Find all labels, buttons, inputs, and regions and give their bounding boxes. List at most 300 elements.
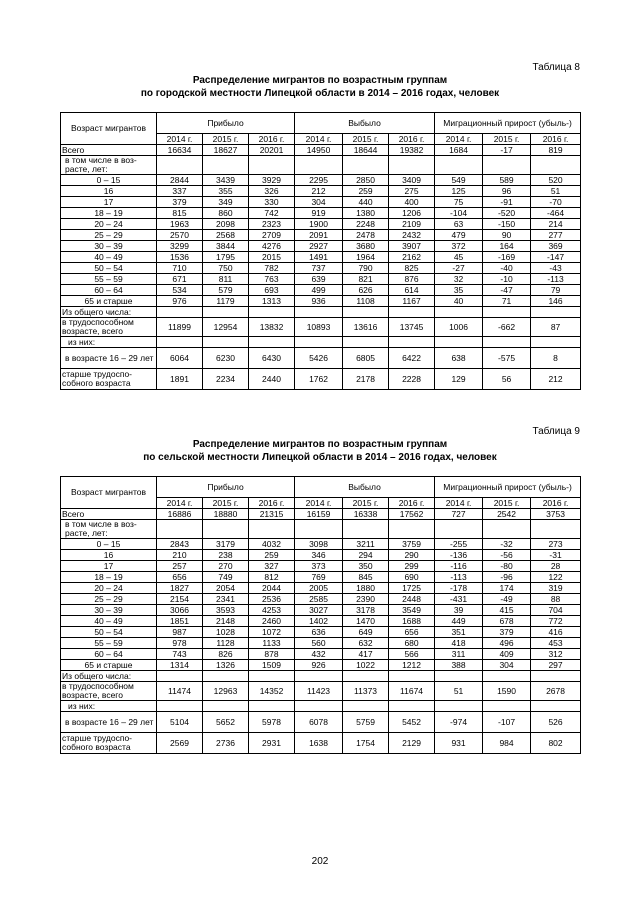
table-cell: 680 — [389, 638, 435, 649]
table-row — [61, 616, 581, 627]
table-row — [61, 733, 581, 754]
table-cell: 2162 — [389, 252, 435, 263]
table-cell: 3179 — [203, 539, 249, 550]
table-cell: 164 — [483, 241, 531, 252]
table-8-title-line2: по городской местности Липецкой области в 2014 – 2016 годах, человек — [140, 88, 500, 99]
table-cell: 704 — [531, 605, 581, 616]
year-header: 2014 г. — [157, 498, 203, 509]
year-header: 2016 г. — [249, 134, 295, 145]
table-cell: -91 — [483, 197, 531, 208]
table-cell: 802 — [531, 733, 581, 754]
table-cell: 1725 — [389, 583, 435, 594]
table-9-title-line2: по сельской местности Липецкой области в 2014 – 2016 годах, человек — [143, 452, 497, 463]
table-cell: 2148 — [203, 616, 249, 627]
table-row — [61, 561, 581, 572]
table-cell: 297 — [531, 660, 581, 671]
year-header: 2015 г. — [483, 498, 531, 509]
table-cell: 2248 — [343, 219, 389, 230]
table-cell — [435, 337, 483, 348]
table-cell: 649 — [343, 627, 389, 638]
table-cell: 749 — [203, 572, 249, 583]
table-cell: -255 — [435, 539, 483, 550]
table-cell: 273 — [531, 539, 581, 550]
row-label: 50 – 54 — [61, 627, 157, 638]
table-cell: 878 — [249, 649, 295, 660]
table-cell: 1900 — [295, 219, 343, 230]
year-header: 2015 г. — [203, 498, 249, 509]
row-label: 40 – 49 — [61, 252, 157, 263]
table-cell — [157, 701, 203, 712]
table-cell — [343, 337, 389, 348]
table-cell: 1688 — [389, 616, 435, 627]
table-cell — [249, 671, 295, 682]
table-row — [61, 594, 581, 605]
table-row — [61, 156, 581, 175]
table-cell: 327 — [249, 561, 295, 572]
table-cell: 19382 — [389, 145, 435, 156]
table-cell: 51 — [531, 186, 581, 197]
table-cell: 479 — [435, 230, 483, 241]
table-cell — [389, 701, 435, 712]
table-cell: 210 — [157, 550, 203, 561]
table-cell — [249, 337, 295, 348]
row-label: в том числе в воз-расте, лет: — [61, 156, 157, 175]
table-cell: 549 — [435, 175, 483, 186]
table-cell: 63 — [435, 219, 483, 230]
row-label: 18 – 19 — [61, 572, 157, 583]
table-cell — [389, 156, 435, 175]
table-row — [61, 307, 581, 318]
table-cell — [203, 701, 249, 712]
table-cell: 299 — [389, 561, 435, 572]
table-cell — [435, 701, 483, 712]
row-label: в том числе в воз-расте, лет: — [61, 520, 157, 539]
table-cell: 12954 — [203, 318, 249, 337]
table-cell: 790 — [343, 263, 389, 274]
table-cell: 614 — [389, 285, 435, 296]
table-cell: 2015 — [249, 252, 295, 263]
row-label: Всего — [61, 509, 157, 520]
table-cell: 11423 — [295, 682, 343, 701]
table-cell: 369 — [531, 241, 581, 252]
table-cell: 931 — [435, 733, 483, 754]
table-cell: 400 — [389, 197, 435, 208]
table-8-title-line1: Распределение мигрантов по возрастным группам — [192, 75, 448, 86]
year-header: 2014 г. — [435, 134, 483, 145]
table-cell: 1108 — [343, 296, 389, 307]
table-cell: 35 — [435, 285, 483, 296]
table-cell: 496 — [483, 638, 531, 649]
table-row — [61, 660, 581, 671]
table-cell: 978 — [157, 638, 203, 649]
table-cell: 5426 — [295, 348, 343, 369]
table-cell: 20201 — [249, 145, 295, 156]
table-cell: 6230 — [203, 348, 249, 369]
table-cell: 11373 — [343, 682, 389, 701]
table-cell: 355 — [203, 186, 249, 197]
table-cell: -150 — [483, 219, 531, 230]
table-row — [61, 712, 581, 733]
table-cell: -116 — [435, 561, 483, 572]
row-label: 55 – 59 — [61, 274, 157, 285]
table-cell: 1313 — [249, 296, 295, 307]
table-cell: -47 — [483, 285, 531, 296]
row-label: 16 — [61, 186, 157, 197]
table-row — [61, 263, 581, 274]
table-cell — [389, 520, 435, 539]
row-label: 40 – 49 — [61, 616, 157, 627]
table-cell: 2228 — [389, 369, 435, 390]
table-cell: 2129 — [389, 733, 435, 754]
table-cell: -27 — [435, 263, 483, 274]
row-label: 0 – 15 — [61, 539, 157, 550]
table-cell: 919 — [295, 208, 343, 219]
table-cell: 2005 — [295, 583, 343, 594]
table-cell: 294 — [343, 550, 389, 561]
table-cell: 6422 — [389, 348, 435, 369]
table-cell: 1880 — [343, 583, 389, 594]
table-cell — [483, 307, 531, 318]
row-label: из них: — [61, 701, 157, 712]
table-cell: 6805 — [343, 348, 389, 369]
table-cell — [157, 671, 203, 682]
year-header: 2016 г. — [389, 498, 435, 509]
table-cell: 3098 — [295, 539, 343, 550]
table-cell: 589 — [483, 175, 531, 186]
table-cell: 3299 — [157, 241, 203, 252]
table-cell: 87 — [531, 318, 581, 337]
table-row — [61, 296, 581, 307]
table-cell: 1754 — [343, 733, 389, 754]
table-cell: 812 — [249, 572, 295, 583]
table-cell: 125 — [435, 186, 483, 197]
row-label: 60 – 64 — [61, 649, 157, 660]
table-cell — [157, 520, 203, 539]
row-label: из них: — [61, 337, 157, 348]
row-label: 25 – 29 — [61, 594, 157, 605]
table-cell: 3929 — [249, 175, 295, 186]
header-migration: Миграционный прирост (убыль-) — [435, 113, 581, 134]
table-cell: -49 — [483, 594, 531, 605]
table-cell: 1022 — [343, 660, 389, 671]
table-cell: 18627 — [203, 145, 249, 156]
table-cell: 2440 — [249, 369, 295, 390]
table-cell: 2709 — [249, 230, 295, 241]
table-cell: 330 — [249, 197, 295, 208]
table-cell: 526 — [531, 712, 581, 733]
table-cell: -43 — [531, 263, 581, 274]
table-cell — [203, 520, 249, 539]
table-cell — [343, 307, 389, 318]
header-departed: Выбыло — [295, 477, 435, 498]
table-cell: 372 — [435, 241, 483, 252]
row-label: 30 – 39 — [61, 605, 157, 616]
table-cell: 2109 — [389, 219, 435, 230]
table-cell: 2054 — [203, 583, 249, 594]
table-cell: -520 — [483, 208, 531, 219]
year-header: 2015 г. — [483, 134, 531, 145]
table-cell: 2927 — [295, 241, 343, 252]
table-cell: 1963 — [157, 219, 203, 230]
table-cell: 40 — [435, 296, 483, 307]
table-cell — [203, 671, 249, 682]
table-cell: -575 — [483, 348, 531, 369]
row-label: 30 – 39 — [61, 241, 157, 252]
table-row — [61, 583, 581, 594]
table-cell: 2044 — [249, 583, 295, 594]
year-header: 2015 г. — [343, 498, 389, 509]
table-cell: 453 — [531, 638, 581, 649]
year-header: 2016 г. — [531, 498, 581, 509]
table-cell: 45 — [435, 252, 483, 263]
table-cell — [157, 337, 203, 348]
table-row — [61, 627, 581, 638]
table-cell: 2678 — [531, 682, 581, 701]
table-cell: -169 — [483, 252, 531, 263]
table-cell: 710 — [157, 263, 203, 274]
table-9-label: Таблица 9 — [532, 426, 580, 437]
table-row — [61, 252, 581, 263]
table-cell: -31 — [531, 550, 581, 561]
table-cell: 3027 — [295, 605, 343, 616]
row-label: 20 – 24 — [61, 219, 157, 230]
table-cell: 1072 — [249, 627, 295, 638]
table-cell: 3593 — [203, 605, 249, 616]
table-row — [61, 145, 581, 156]
table-cell — [203, 307, 249, 318]
table-cell: 238 — [203, 550, 249, 561]
table-cell — [203, 337, 249, 348]
table-cell: -96 — [483, 572, 531, 583]
table-cell: -32 — [483, 539, 531, 550]
table-cell — [483, 156, 531, 175]
table-cell — [435, 520, 483, 539]
table-cell: 1470 — [343, 616, 389, 627]
table-cell: 337 — [157, 186, 203, 197]
table-cell: 129 — [435, 369, 483, 390]
table-cell: 13832 — [249, 318, 295, 337]
table-cell: 346 — [295, 550, 343, 561]
table-cell — [343, 701, 389, 712]
table-row — [61, 671, 581, 682]
table-row — [61, 369, 581, 390]
table-row — [61, 550, 581, 561]
table-cell — [343, 156, 389, 175]
table-cell: -10 — [483, 274, 531, 285]
table-cell: -56 — [483, 550, 531, 561]
table-cell — [483, 520, 531, 539]
table-cell: 811 — [203, 274, 249, 285]
table-cell: 56 — [483, 369, 531, 390]
table-cell: 13745 — [389, 318, 435, 337]
table-cell: 743 — [157, 649, 203, 660]
table-cell: 4276 — [249, 241, 295, 252]
table-cell: 1133 — [249, 638, 295, 649]
table-cell: 5759 — [343, 712, 389, 733]
table-row — [61, 337, 581, 348]
table-cell: 212 — [531, 369, 581, 390]
table-cell: 819 — [531, 145, 581, 156]
table-cell: 311 — [435, 649, 483, 660]
header-age: Возраст мигрантов — [61, 477, 157, 509]
table-cell: 212 — [295, 186, 343, 197]
table-cell: -431 — [435, 594, 483, 605]
table-row — [61, 572, 581, 583]
row-label: в трудоспособном возрасте, всего — [61, 318, 157, 337]
table-cell: 5978 — [249, 712, 295, 733]
table-cell: 1762 — [295, 369, 343, 390]
table-cell: 769 — [295, 572, 343, 583]
table-cell: 690 — [389, 572, 435, 583]
table-cell: 415 — [483, 605, 531, 616]
table-cell: 1891 — [157, 369, 203, 390]
table-cell: 350 — [343, 561, 389, 572]
table-cell: 2850 — [343, 175, 389, 186]
table-cell — [435, 307, 483, 318]
table-cell: 737 — [295, 263, 343, 274]
table-cell: 2323 — [249, 219, 295, 230]
table-cell — [531, 156, 581, 175]
table-cell: 727 — [435, 509, 483, 520]
table-cell: 2432 — [389, 230, 435, 241]
table-cell: 2536 — [249, 594, 295, 605]
table-cell: 75 — [435, 197, 483, 208]
table-cell: 1638 — [295, 733, 343, 754]
table-cell: 1028 — [203, 627, 249, 638]
table-cell: -113 — [531, 274, 581, 285]
table-cell: 96 — [483, 186, 531, 197]
table-cell: 259 — [343, 186, 389, 197]
table-cell: 876 — [389, 274, 435, 285]
row-label: 16 — [61, 550, 157, 561]
table-cell — [389, 671, 435, 682]
table-cell: 1491 — [295, 252, 343, 263]
header-arrived: Прибыло — [157, 113, 295, 134]
table-cell: 1380 — [343, 208, 389, 219]
table-cell: 11674 — [389, 682, 435, 701]
table-cell: 1851 — [157, 616, 203, 627]
table-cell — [435, 671, 483, 682]
row-label: 65 и старше — [61, 296, 157, 307]
table-cell — [249, 701, 295, 712]
table-cell: 79 — [531, 285, 581, 296]
table-cell: 18880 — [203, 509, 249, 520]
table-cell: 1314 — [157, 660, 203, 671]
table-row — [61, 186, 581, 197]
table-9-title-line1: Распределение мигрантов по возрастным группам — [192, 439, 448, 450]
table-cell: 825 — [389, 263, 435, 274]
year-header: 2016 г. — [389, 134, 435, 145]
table-cell — [249, 520, 295, 539]
row-label: 25 – 29 — [61, 230, 157, 241]
table-cell: -464 — [531, 208, 581, 219]
year-header: 2016 г. — [531, 134, 581, 145]
table-cell: 11899 — [157, 318, 203, 337]
table-cell: 6078 — [295, 712, 343, 733]
row-label: в возрасте 16 – 29 лет — [61, 348, 157, 369]
table-row — [61, 197, 581, 208]
row-label: в трудоспособном возрасте, всего — [61, 682, 157, 701]
table-cell: 432 — [295, 649, 343, 660]
table-cell: 815 — [157, 208, 203, 219]
table-cell: -147 — [531, 252, 581, 263]
table-row — [61, 175, 581, 186]
year-header: 2014 г. — [295, 134, 343, 145]
table-cell: 312 — [531, 649, 581, 660]
table-row — [61, 274, 581, 285]
table-cell: 16886 — [157, 509, 203, 520]
table-cell: 632 — [343, 638, 389, 649]
table-row — [61, 605, 581, 616]
row-label: Из общего числа: — [61, 671, 157, 682]
table-cell: 379 — [157, 197, 203, 208]
table-cell: 32 — [435, 274, 483, 285]
table-cell: 5652 — [203, 712, 249, 733]
table-cell — [343, 520, 389, 539]
row-label: 18 – 19 — [61, 208, 157, 219]
table-cell: 349 — [203, 197, 249, 208]
table-cell: 3753 — [531, 509, 581, 520]
table-cell: 1402 — [295, 616, 343, 627]
row-label: 17 — [61, 561, 157, 572]
table-cell: -107 — [483, 712, 531, 733]
table-cell: 2585 — [295, 594, 343, 605]
table-cell: 122 — [531, 572, 581, 583]
table-cell — [531, 701, 581, 712]
table-cell: 2460 — [249, 616, 295, 627]
table-cell: 636 — [295, 627, 343, 638]
table-cell: 304 — [483, 660, 531, 671]
table-cell: -974 — [435, 712, 483, 733]
table-cell: 750 — [203, 263, 249, 274]
table-cell: -113 — [435, 572, 483, 583]
table-cell: 2568 — [203, 230, 249, 241]
table-cell: 2154 — [157, 594, 203, 605]
table-cell: 417 — [343, 649, 389, 660]
table-cell: 88 — [531, 594, 581, 605]
table-cell: 821 — [343, 274, 389, 285]
table-cell: 440 — [343, 197, 389, 208]
header-migration: Миграционный прирост (убыль-) — [435, 477, 581, 498]
table-cell: 319 — [531, 583, 581, 594]
table-cell: 1206 — [389, 208, 435, 219]
table-cell: 4253 — [249, 605, 295, 616]
table-cell: 3844 — [203, 241, 249, 252]
table-cell: 984 — [483, 733, 531, 754]
table-cell: 2569 — [157, 733, 203, 754]
table-cell: 259 — [249, 550, 295, 561]
table-cell: 1179 — [203, 296, 249, 307]
table-cell: 2478 — [343, 230, 389, 241]
table-cell: 3211 — [343, 539, 389, 550]
table-cell — [203, 156, 249, 175]
table-cell: 520 — [531, 175, 581, 186]
row-label: 55 – 59 — [61, 638, 157, 649]
header-departed: Выбыло — [295, 113, 435, 134]
table-cell: 2098 — [203, 219, 249, 230]
row-label: Всего — [61, 145, 157, 156]
table-cell: 639 — [295, 274, 343, 285]
table-cell: 146 — [531, 296, 581, 307]
table-cell: 71 — [483, 296, 531, 307]
table-cell: 1795 — [203, 252, 249, 263]
table-cell: 2295 — [295, 175, 343, 186]
table-cell: 1536 — [157, 252, 203, 263]
row-label: Из общего числа: — [61, 307, 157, 318]
table-cell: 3549 — [389, 605, 435, 616]
table-cell: 3680 — [343, 241, 389, 252]
table-cell: 656 — [389, 627, 435, 638]
